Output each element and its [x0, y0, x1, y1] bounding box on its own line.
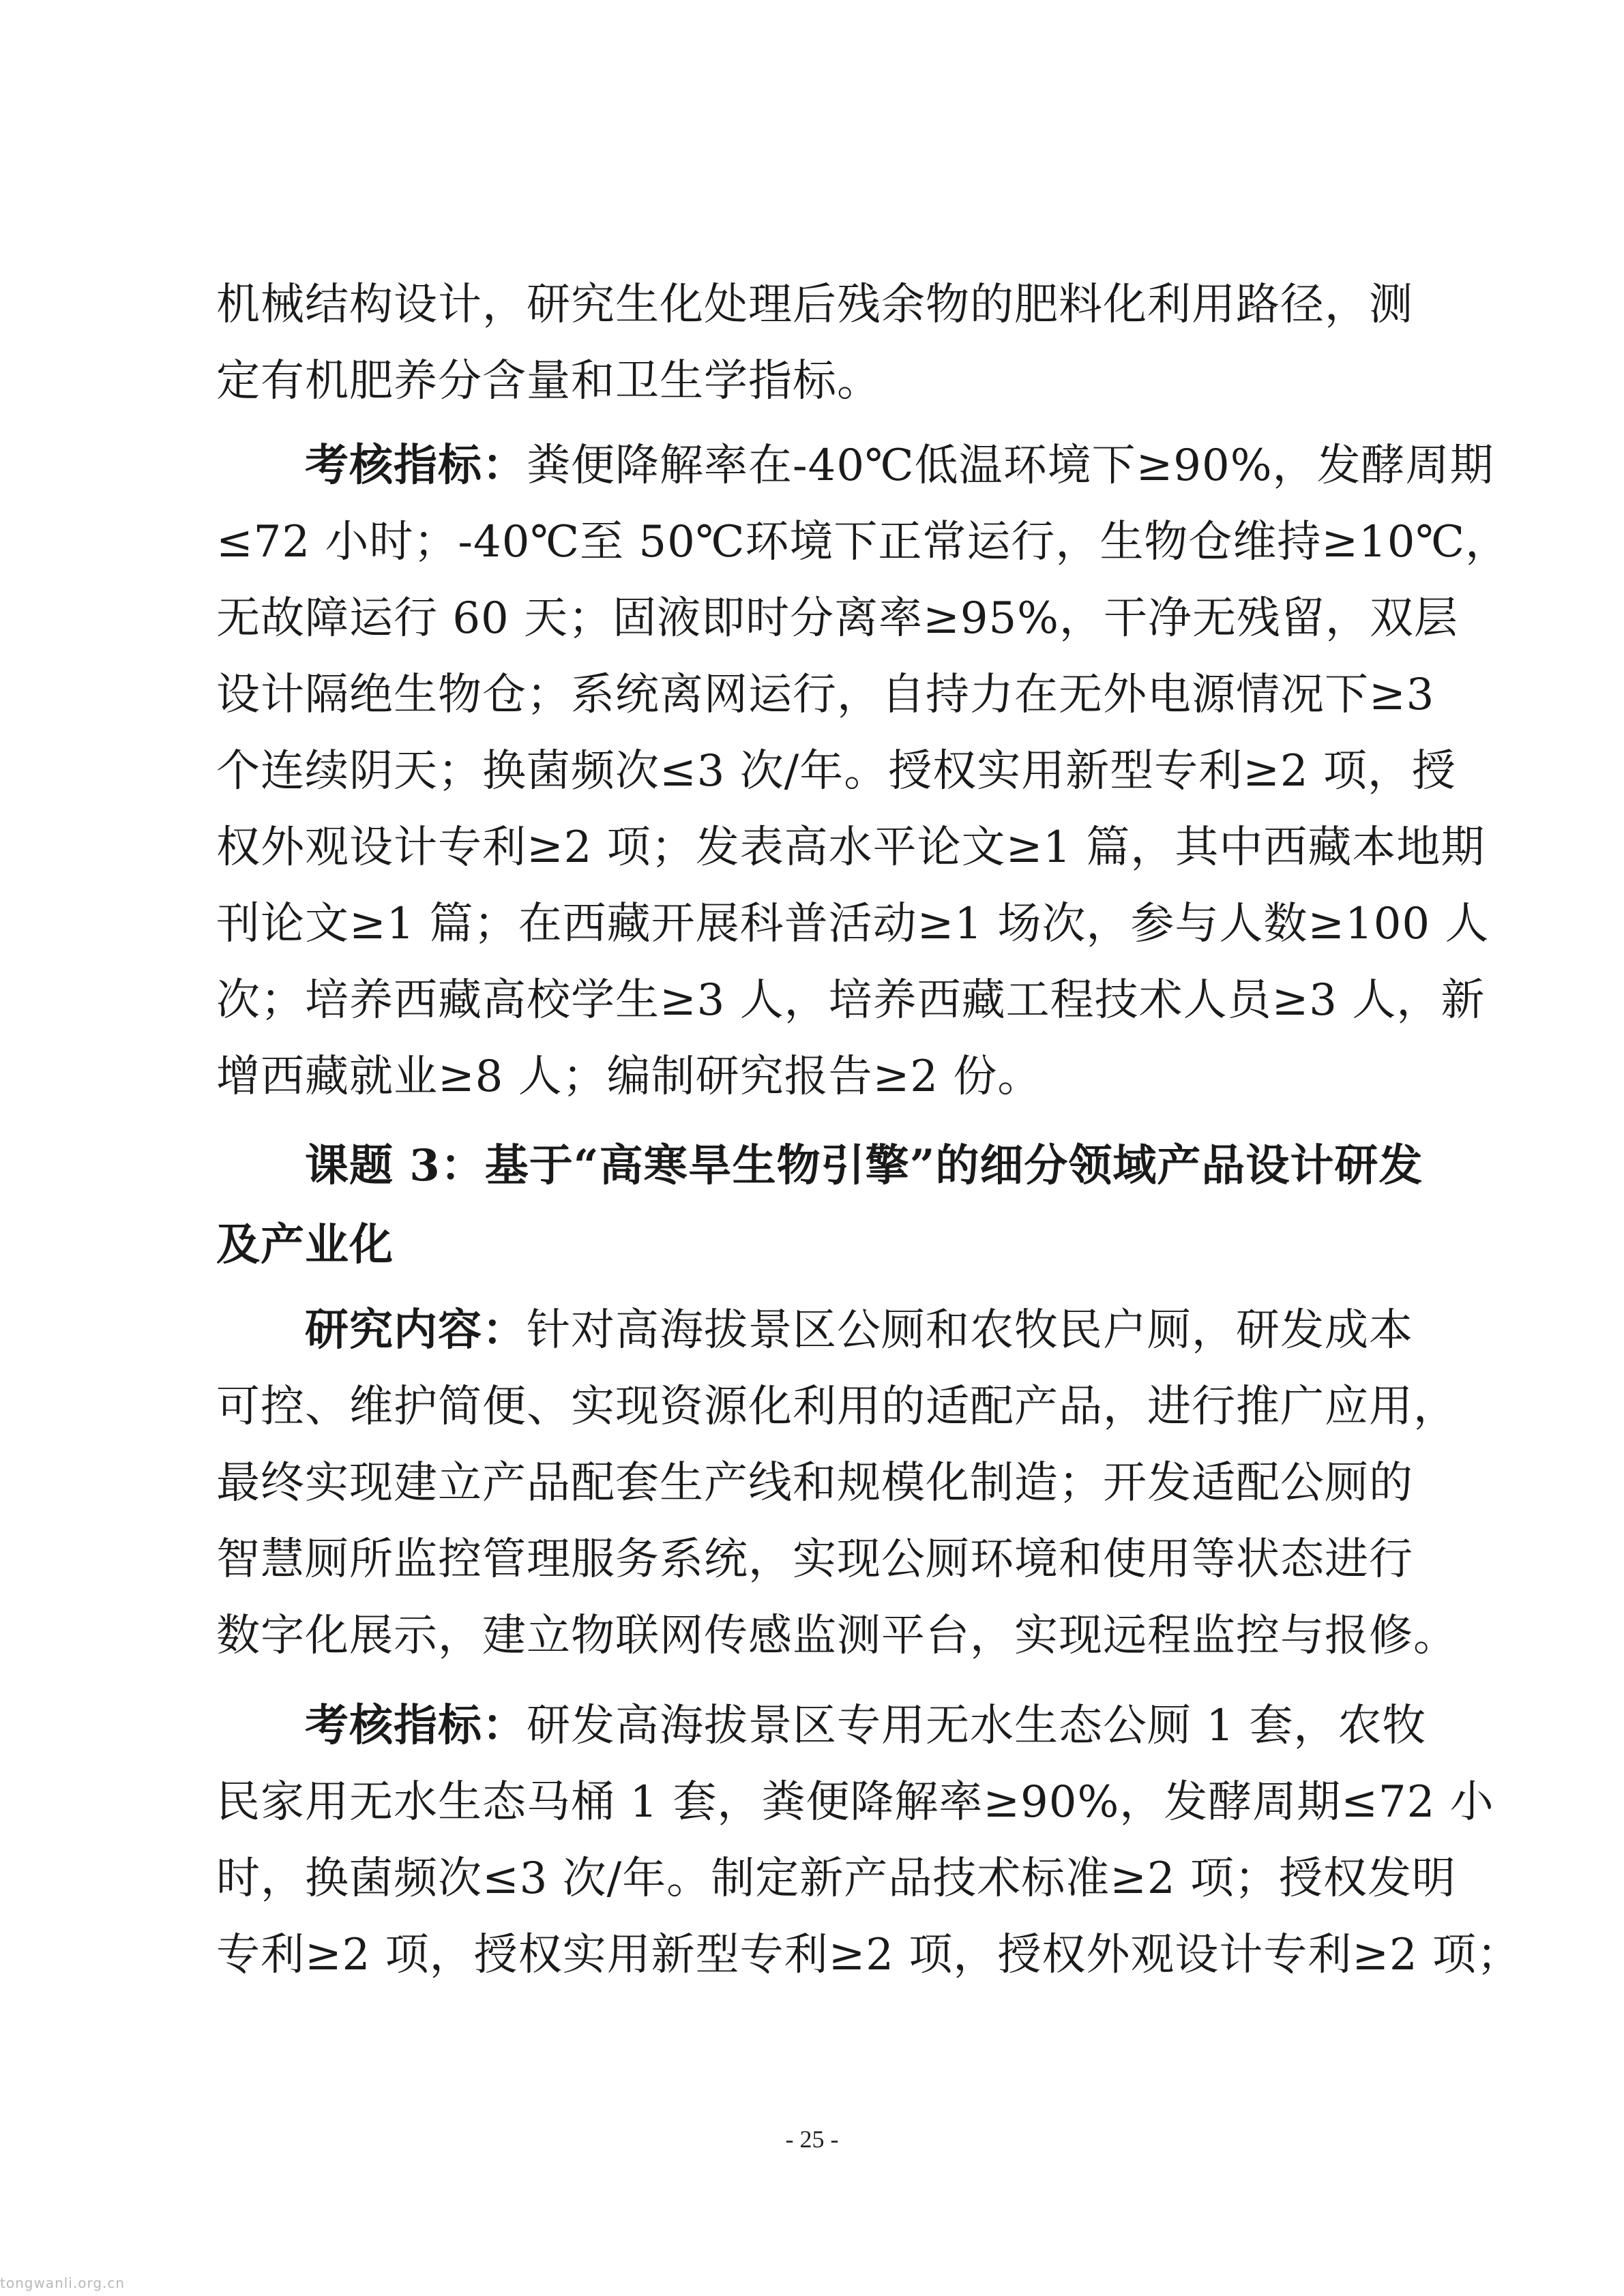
page-number: - 25 -: [785, 2126, 839, 2153]
body-line: 民家用无水生态马桶 1 套，粪便降解率≥90%，发酵周期≤72 小: [216, 1777, 1494, 1828]
body-line: 时，换菌频次≤3 次/年。制定新产品技术标准≥2 项；授权发明: [216, 1853, 1456, 1904]
body-line: 最终实现建立产品配套生产线和规模化制造；开发适配公厕的: [216, 1458, 1413, 1508]
body-line: 增西藏就业≥8 人；编制研究报告≥2 份。: [216, 1052, 1042, 1102]
body-line: ≤72 小时；-40℃至 50℃环境下正常运行，生物仓维持≥10℃，: [216, 517, 1510, 567]
body-line: 定有机肥养分含量和卫生学指标。: [216, 356, 881, 406]
research-content-paragraph: 研究内容：针对高海拔景区公厕和农牧民户厕，研发成本: [305, 1304, 1413, 1356]
body-line: 刊论文≥1 篇；在西藏开展科普活动≥1 场次，参与人数≥100 人: [216, 899, 1490, 949]
watermark: tongwanli.org.cn: [0, 2275, 126, 2291]
topic-3-heading: 课题 3：基于“高寒旱生物引擎”的细分领域产品设计研发: [305, 1140, 1423, 1191]
body-line: 智慧厕所监控管理服务系统，实现公厕环境和使用等状态进行: [216, 1534, 1413, 1585]
body-line: 可控、维护简便、实现资源化利用的适配产品，进行推广应用，: [216, 1382, 1458, 1432]
research-content-heading: 研究内容：: [305, 1304, 527, 1356]
body-line: 个连续阴天；换菌频次≤3 次/年。授权实用新型专利≥2 项，授: [216, 746, 1456, 796]
body-line: 机械结构设计，研究生化处理后残余物的肥料化利用路径，测: [216, 280, 1413, 330]
body-line: 专利≥2 项，授权实用新型专利≥2 项，授权外观设计专利≥2 项；: [216, 1930, 1522, 1980]
body-line: 数字化展示，建立物联网传感监测平台，实现远程监控与报修。: [216, 1611, 1458, 1661]
topic-3-heading-continued: 及产业化: [216, 1219, 394, 1270]
assessment-indicators-paragraph: 考核指标：粪便降解率在-40℃低温环境下≥90%，发酵周期: [305, 440, 1494, 491]
body-line: 设计隔绝生物仓；系统离网运行，自持力在无外电源情况下≥3: [216, 670, 1435, 720]
body-line: 权外观设计专利≥2 项；发表高水平论文≥1 篇，其中西藏本地期: [216, 822, 1486, 873]
body-line: 无故障运行 60 天；固液即时分离率≥95%，干净无残留，双层: [216, 593, 1458, 644]
assessment-indicators-heading: 考核指标：: [305, 1700, 527, 1751]
assessment-indicators-paragraph: 考核指标：研发高海拔景区专用无水生态公厕 1 套，农牧: [305, 1700, 1427, 1751]
body-line: 次；培养西藏高校学生≥3 人，培养西藏工程技术人员≥3 人，新: [216, 975, 1486, 1026]
assessment-indicators-heading: 考核指标：: [305, 440, 527, 491]
